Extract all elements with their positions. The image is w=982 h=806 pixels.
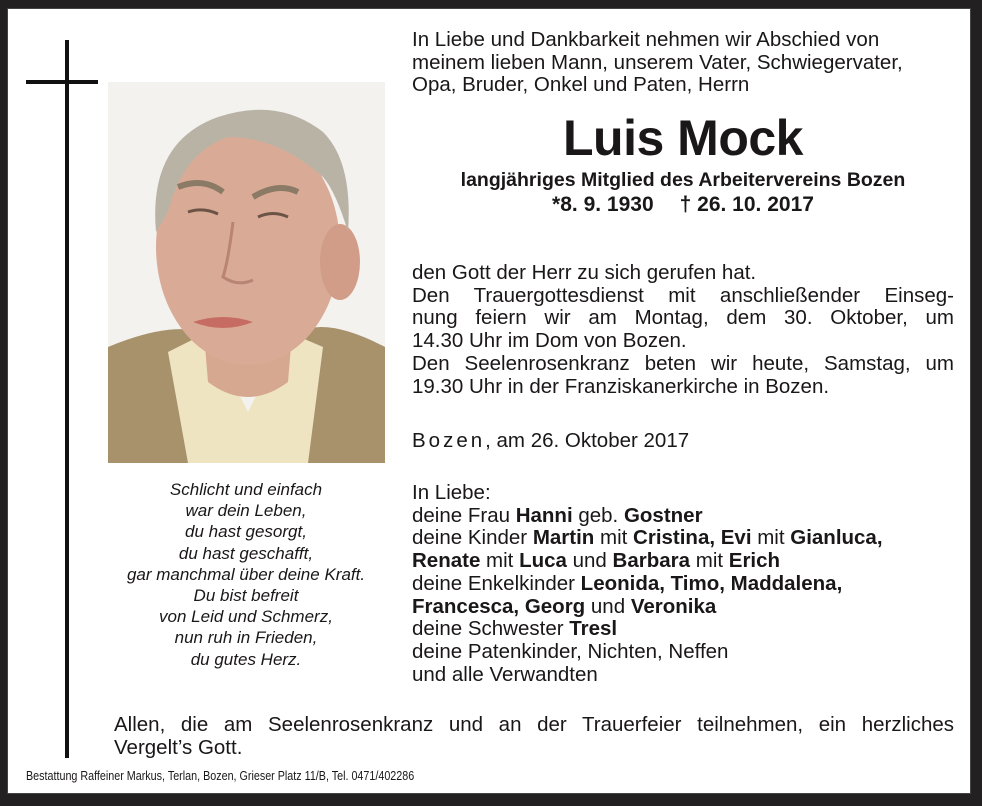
name: Renate xyxy=(412,549,481,573)
family-list xyxy=(412,482,954,686)
body-line: 19.30 Uhr in der Franziskanerkirche in Bozen. xyxy=(412,374,830,398)
label: deine Schwester xyxy=(412,617,570,641)
label: und xyxy=(566,549,613,573)
poem-line: du hast geschafft, xyxy=(178,543,314,563)
label: deine Frau xyxy=(412,503,516,527)
label: mit xyxy=(690,549,729,573)
poem-line: Du bist befreit xyxy=(193,586,299,606)
thanks-line: Vergelt’s Gott. xyxy=(114,735,243,759)
membership-subtitle: langjähriges Mitglied des Arbeitervereins Bozen xyxy=(460,168,906,191)
body-line: 14.30 Uhr im Dom von Bozen. xyxy=(412,329,687,353)
family-line-grandchildren-cont xyxy=(412,596,954,619)
portrait-photo xyxy=(108,82,385,463)
thanks-line: Allen, die am Seelenrosenkranz und an der Trauerfeier teilnehmen, ein herzliches xyxy=(114,713,954,736)
name: Gianluca, xyxy=(790,526,883,550)
name: Francesca, Georg xyxy=(412,594,586,618)
life-dates xyxy=(412,192,954,218)
service-details xyxy=(412,262,954,398)
poem xyxy=(96,479,396,670)
intro-line: meinem lieben Mann, unserem Vater, Schwiegervater, xyxy=(412,50,903,74)
place-date xyxy=(412,429,689,453)
deceased-name: Luis Mock xyxy=(563,109,803,166)
place-city: Bozen xyxy=(412,429,486,452)
cross-icon-vertical xyxy=(65,40,69,758)
label: mit xyxy=(751,526,791,550)
birth-date: *8. 9. 1930 xyxy=(552,192,654,216)
family-line-wife xyxy=(412,505,954,528)
label: deine Enkelkinder xyxy=(412,571,581,595)
poem-line: du gutes Herz. xyxy=(190,649,302,669)
poem-line: nun ruh in Frieden, xyxy=(174,628,318,648)
label: mit xyxy=(480,549,520,573)
poem-line: war dein Leben, xyxy=(185,501,307,521)
label: geb. xyxy=(572,503,624,527)
name: Erich xyxy=(728,549,781,573)
family-line-children-cont xyxy=(412,550,954,573)
death-date: † 26. 10. 2017 xyxy=(679,192,814,216)
name: Leonida, Timo, Maddalena, xyxy=(580,571,843,595)
header-block xyxy=(412,29,954,218)
family-line-sister xyxy=(412,618,954,641)
thanks-text xyxy=(114,714,954,759)
name: Hanni xyxy=(515,503,573,527)
body-line: den Gott der Herr zu sich gerufen hat. xyxy=(412,261,757,284)
label: und xyxy=(585,594,631,618)
family-line-children xyxy=(412,527,954,550)
name: Tresl xyxy=(569,617,618,641)
intro-text xyxy=(412,29,954,97)
label: mit xyxy=(594,526,634,550)
poem-line: von Leid und Schmerz, xyxy=(159,607,333,627)
label: deine Kinder xyxy=(412,526,533,550)
body-line: Den Seelenrosenkranz beten wir heute, Samstag, um xyxy=(412,351,954,375)
poem-line: du hast gesorgt, xyxy=(185,522,307,542)
poem-line: Schlicht und einfach xyxy=(169,480,323,499)
name: Luca xyxy=(519,549,567,573)
funeral-home-footer: Bestattung Raffeiner Markus, Terlan, Bozen, Grieser Platz 11/B, Tel. 0471/402286 xyxy=(26,769,415,783)
family-line-relatives: und alle Verwandten xyxy=(412,662,598,686)
name: Gostner xyxy=(623,503,703,527)
family-heading: In Liebe: xyxy=(412,481,491,504)
name: Barbara xyxy=(612,549,691,573)
family-line-grandchildren xyxy=(412,573,954,596)
cross-icon-horizontal xyxy=(26,80,98,84)
name: Cristina, Evi xyxy=(633,526,752,550)
name: Martin xyxy=(532,526,595,550)
body-line: nung feiern wir am Montag, dem 30. Oktober, um xyxy=(412,306,954,330)
name: Veronika xyxy=(630,594,717,618)
poem-line: gar manchmal über deine Kraft. xyxy=(126,564,366,584)
obituary-card xyxy=(7,8,971,794)
intro-line: In Liebe und Dankbarkeit nehmen wir Abschied von xyxy=(412,28,880,51)
intro-line: Opa, Bruder, Onkel und Paten, Herrn xyxy=(412,73,750,96)
family-line-godchildren: deine Patenkinder, Nichten, Neffen xyxy=(412,639,729,663)
place-date-text: , am 26. Oktober 2017 xyxy=(485,429,690,452)
body-line: Den Trauergottesdienst mit anschließender Einseg- xyxy=(412,283,954,307)
